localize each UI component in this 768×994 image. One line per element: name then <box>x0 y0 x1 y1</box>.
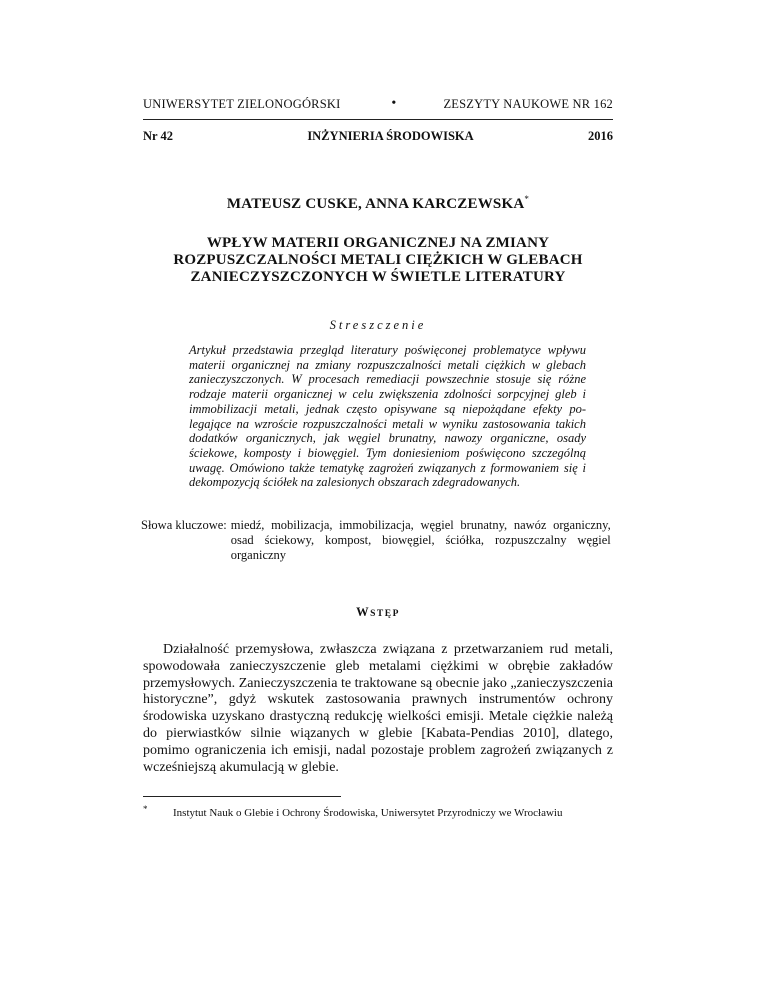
header-separator-bullet: • <box>391 96 397 111</box>
footnote-text: Instytut Nauk o Glebie i Ochrony Środowiska, Uniwersytet Przyrodniczy we Wrocławiu <box>173 807 563 820</box>
section-heading <box>143 605 613 620</box>
article-page <box>143 96 613 819</box>
footnote <box>143 804 613 820</box>
keywords-block <box>141 518 613 563</box>
title-line: WPŁYW MATERII ORGANICZNEJ NA ZMIANY <box>206 235 550 251</box>
journal-header <box>143 96 613 112</box>
abstract-heading: Streszczenie <box>329 318 427 332</box>
section-rest: STĘP <box>370 609 400 620</box>
article-title <box>143 235 613 286</box>
article-authors <box>143 196 613 213</box>
issue-year: 2016 <box>588 129 613 143</box>
title-line: ZANIECZYSZCZONYCH W ŚWIETLE LITERATURY <box>190 269 566 285</box>
keywords-label: Słowa kluczowe: <box>141 518 227 533</box>
author-affiliation-mark: * <box>524 194 530 204</box>
issue-line <box>143 129 613 144</box>
footnote-mark: * <box>143 804 148 815</box>
footnote-divider <box>143 796 341 797</box>
title-line: ROZPUSZCZALNOŚCI METALI CIĘŻKICH W GLEBACH <box>173 252 583 268</box>
author-names: MATEUSZ CUSKE, ANNA KARCZEWSKA <box>226 196 525 212</box>
intro-paragraph: Działalność przemysłowa, zwłaszcza związana z przetwarzaniem rud metali, spowodowała zanieczyszczenie gleb metalami ciężkimi w obrębie zakładów przemysłowych. Zanieczyszczenia te traktowane są obecnie jako „zanieczyszczenia historyczne”, gdyż wskutek zastosowania prawnych instrumentów ochrony środowiska uzyskano drastyczną redukcję wielkości emisji. Metale ciężkie należą do pierwiastków silnie wiązanych w glebie [Kabata-Pendias 2010], dlatego, pomimo ograniczenia ich emisji, nadal pozostaje problem zagrożeń związanych z wcześniejszą akumulacją w glebie. <box>143 642 613 775</box>
series-name: ZESZYTY NAUKOWE NR 162 <box>443 96 613 111</box>
header-divider <box>143 119 613 120</box>
section-initial: W <box>356 605 371 620</box>
keywords-list: miedź, mobilizacja, immobilizacja, węgiel brunatny, nawóz organiczny, osad ściekowy, kompost, biowęgiel, ściółka, rozpuszczalny węgiel organiczny <box>230 518 611 563</box>
university-name: UNIWERSYTET ZIELONOGÓRSKI <box>143 96 341 111</box>
abstract-text: Artykuł przedstawia przegląd literatury poświęconej problematyce wpływu materii organicznej na zmiany rozpuszczalności metali ciężkich w glebach zanieczyszczonych. W procesach remediacji powszechnie stosuje się różne rodzaje materii organicznej w celu zwiększenia zdolności sorpcyjnej gleb i immobilizacji metali, jednak często opisywane są niepożądane efekty polegające na wzroście rozpuszczalności metali w wyniku zastosowania takich dodatków organicznych, jak węgiel brunatny, nawozy organiczne, osady ściekowe, komposty i biowęgiel. Tym doniesieniom poświęcono szczególną uwagę. Omówiono także tematykę zagrożeń związanych z formowaniem się i dekompozycją ściółek na zalesionych obszarach zdegradowanych. <box>189 343 586 490</box>
issue-number: Nr 42 <box>143 129 173 143</box>
discipline-name: INŻYNIERIA ŚRODOWISKA <box>307 129 474 143</box>
